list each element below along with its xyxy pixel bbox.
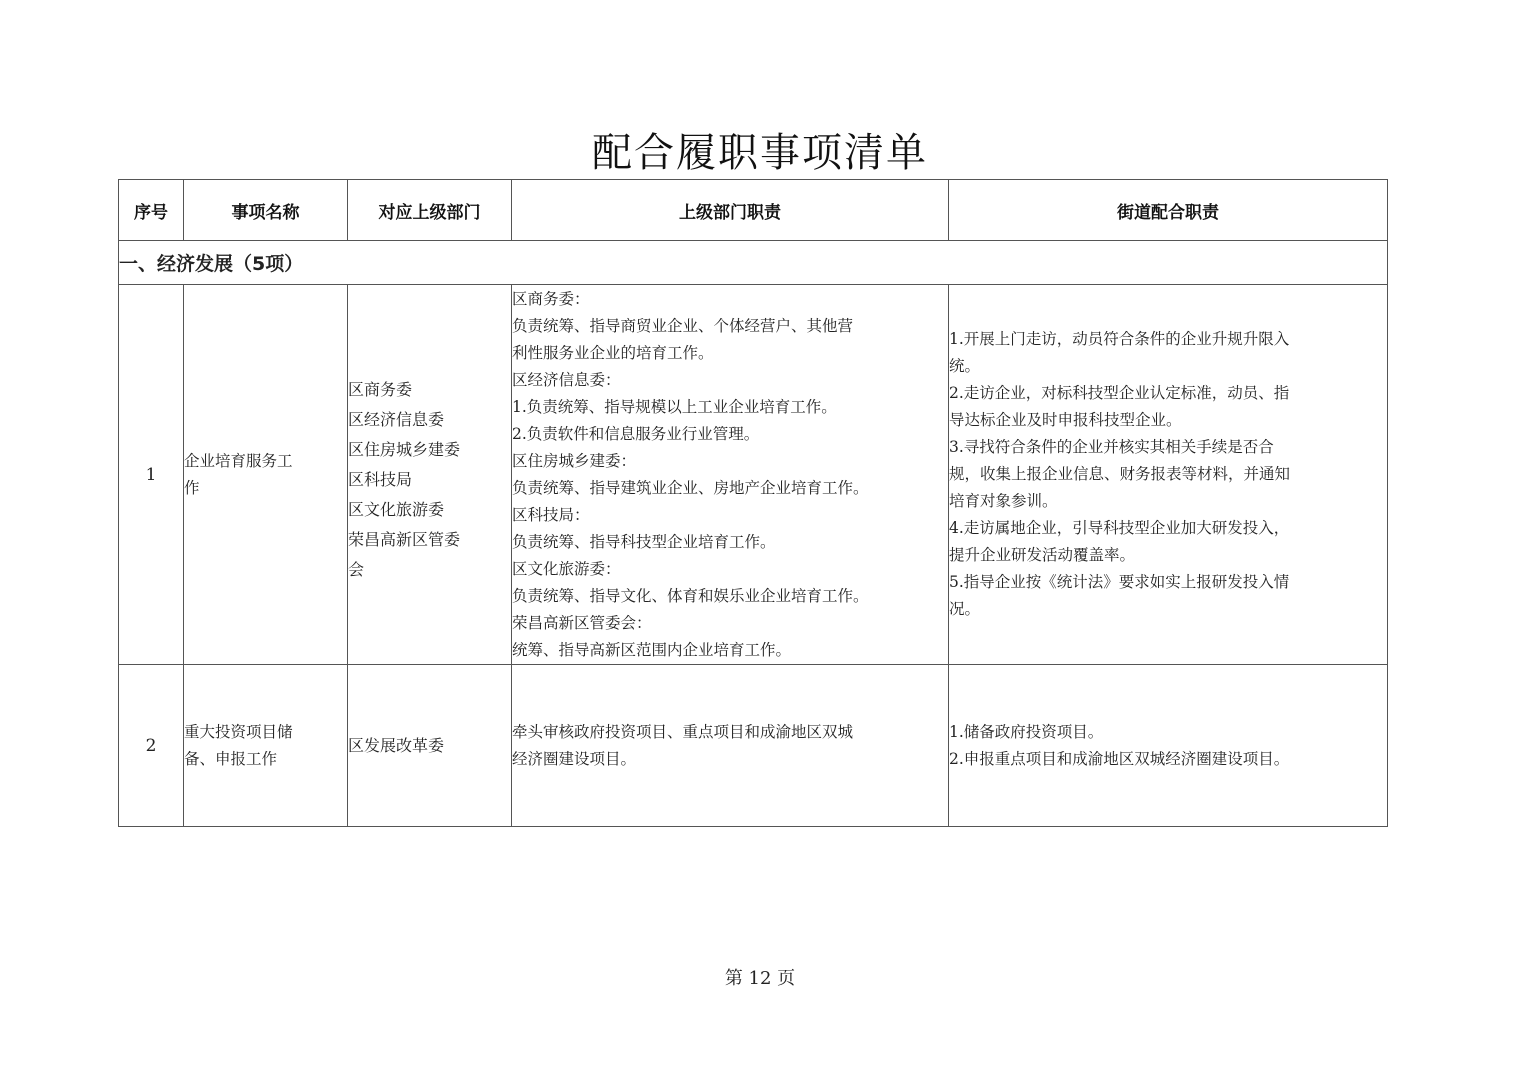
row-seq: 2 [119,665,184,827]
duty-line: 区科技局： [512,505,590,524]
table-row [119,285,1388,665]
name-line: 作 [184,478,200,497]
street-line: 2.申报重点项目和成渝地区双城经济圈建设项目。 [949,749,1290,768]
street-line: 4.走访属地企业，引导科技型企业加大研发投入， [949,519,1290,537]
row-superior-dept [348,665,512,827]
row-superior-duties [512,665,949,827]
header-superior-duties: 上级部门职责 [512,180,949,241]
page-title: 配合履职事项清单 [592,130,928,176]
name-line: 备、申报工作 [184,749,278,768]
row-item-name [184,665,348,827]
header-row [119,180,1388,241]
duty-line: 负责统筹、指导文化、体育和娱乐业企业培育工作。 [512,586,869,605]
street-line: 培育对象参训。 [949,492,1058,510]
street-line: 统。 [949,357,981,375]
section-row [119,241,1388,285]
street-line: 况。 [949,600,981,618]
duty-line: 区文化旅游委： [512,559,621,578]
dept-line: 区发展改革委 [348,735,445,755]
name-line: 企业培育服务工 [184,451,293,470]
street-line: 导达标企业及时申报科技型企业。 [949,411,1182,429]
duty-line: 2.负责软件和信息服务业行业管理。 [512,424,760,443]
street-line: 规，收集上报企业信息、财务报表等材料，并通知 [949,465,1291,483]
duty-line: 利性服务业企业的培育工作。 [512,343,714,362]
street-line: 3.寻找符合条件的企业并核实其相关手续是否合 [949,438,1274,456]
street-line: 2.走访企业，对标科技型企业认定标准，动员、指 [949,384,1290,402]
duties-table [118,179,1388,827]
section-title: 一、经济发展（5项） [119,241,1388,285]
duty-line: 牵头审核政府投资项目、重点项目和成渝地区双城 [512,722,854,741]
row-item-name [184,285,348,665]
street-line: 提升企业研发活动覆盖率。 [949,546,1136,564]
row-street-duties [949,285,1388,665]
duty-line: 区商务委： [512,289,590,308]
duty-line: 区住房城乡建委： [512,451,637,470]
street-line: 1.储备政府投资项目。 [949,722,1104,741]
header-seq: 序号 [119,180,184,241]
duty-line: 负责统筹、指导科技型企业培育工作。 [512,532,776,551]
row-street-duties [949,665,1388,827]
dept-line: 区科技局 [348,469,413,489]
dept-line: 会 [348,559,365,579]
duty-line: 负责统筹、指导建筑业企业、房地产企业培育工作。 [512,478,869,497]
header-superior-dept: 对应上级部门 [348,180,512,241]
dept-line: 区商务委 [348,379,413,399]
street-line: 1.开展上门走访，动员符合条件的企业升规升限入 [949,330,1290,348]
row-superior-duties [512,285,949,665]
dept-line: 区住房城乡建委 [348,439,461,459]
dept-line: 区文化旅游委 [348,499,445,519]
street-line: 5.指导企业按《统计法》要求如实上报研发投入情 [949,573,1290,591]
name-line: 重大投资项目储 [184,722,293,741]
row-superior-dept [348,285,512,665]
duty-line: 经济圈建设项目。 [512,749,637,768]
header-street-duties: 街道配合职责 [949,180,1388,241]
page-number: 第 12 页 [724,968,796,989]
dept-line: 区经济信息委 [348,409,445,429]
header-item-name: 事项名称 [184,180,348,241]
duty-line: 统筹、指导高新区范围内企业培育工作。 [512,640,792,659]
duty-line: 区经济信息委： [512,370,621,389]
duty-line: 1.负责统筹、指导规模以上工业企业培育工作。 [512,397,837,416]
duty-line: 负责统筹、指导商贸业企业、个体经营户、其他营 [512,316,854,335]
dept-line: 荣昌高新区管委 [348,529,461,549]
table-row [119,665,1388,827]
row-seq: 1 [119,285,184,665]
duty-line: 荣昌高新区管委会： [512,613,652,632]
